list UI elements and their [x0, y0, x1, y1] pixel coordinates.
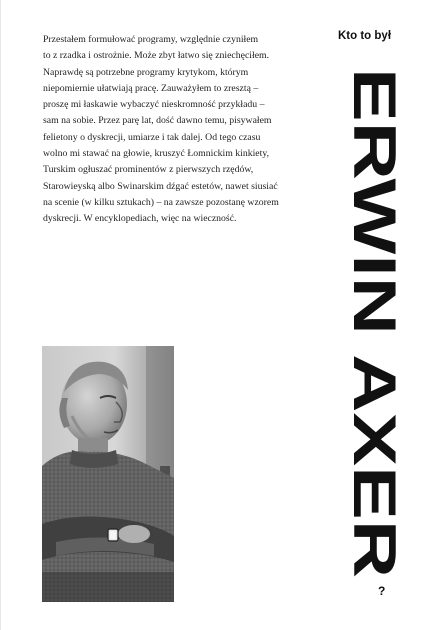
portrait-icon — [42, 346, 174, 602]
article-line: Starowieyską albo Swinarskim dźgać estetów, nawet siusiać — [43, 180, 278, 192]
article-line: wolno mi stawać na głowie, kruszyć Łomnickim kinkiety, — [43, 148, 270, 160]
article-line: Przestałem formułować programy, względnie czyniłem — [43, 34, 259, 45]
article-line: sam na sobie. Przez parę lat, dość dawno temu, pisywałem — [43, 115, 272, 127]
article-line: niepomiernie ułatwiają pracę. Zauważyłem to zresztą – — [43, 82, 259, 94]
article-line: proszę mi łaskawie wybaczyć nieskromność przykładu – — [43, 99, 265, 111]
article-line: dyskrecji. W encyklopediach, więc na wieczność. — [43, 213, 237, 225]
title-vertical — [341, 68, 408, 578]
section-label: Kto to był — [338, 30, 392, 42]
person-name-title: ERWIN AXER — [341, 68, 408, 449]
article-line: to z rzadka i ostrożnie. Może zbyt łatwo się zniechęciłem. — [43, 50, 270, 62]
article-line: na scenie (w kilku sztukach) – na zawsze pozostanę wzorem — [43, 196, 279, 208]
article-line: Naprawdę są potrzebne programy krytykom, którym — [43, 66, 249, 78]
title-svg — [341, 68, 408, 578]
article-line: felietony o dyskrecji, umiarze i tak dalej. Od tego czasu — [43, 131, 261, 143]
portrait-photo — [42, 346, 174, 602]
article-body — [43, 32, 311, 228]
question-mark: ? — [378, 584, 386, 598]
article-line: Turskim ogłuszać prominentów z pierwszych rzędów, — [43, 164, 254, 176]
